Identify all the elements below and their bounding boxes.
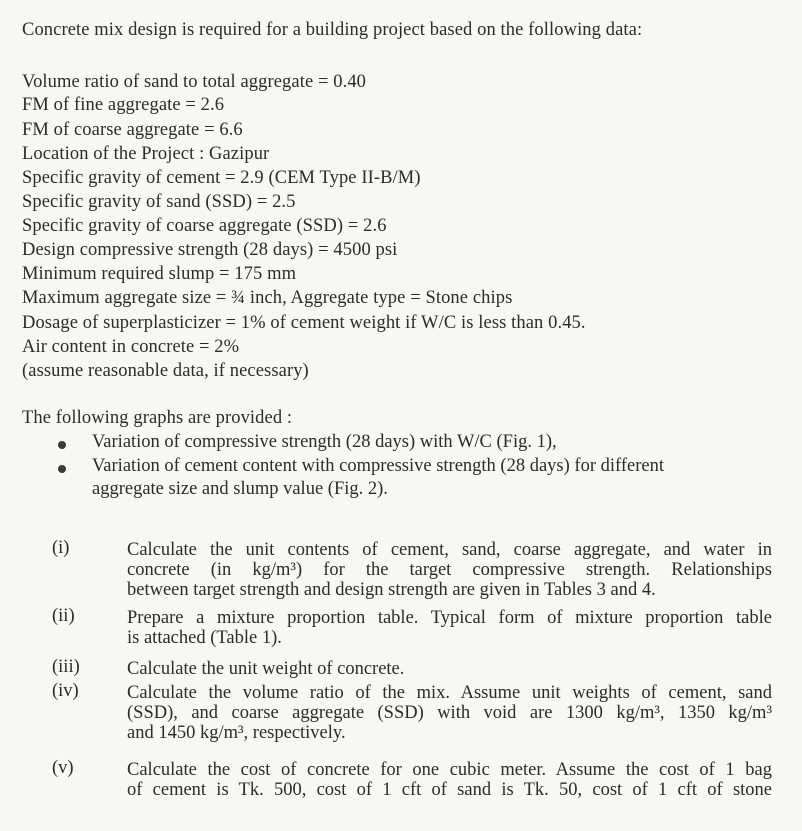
data-line-fm-fine: FM of fine aggregate = 2.6 [22,95,225,115]
question-4-line3: and 1450 kg/m³, respectively. [127,723,346,743]
question-5-text [127,760,772,800]
bullet-fig1: Variation of compressive strength (28 days) with W/C (Fig. 1), [92,432,557,452]
question-2-line1: Prepare a mixture proportion table. Typical form of mixture proportion table [127,608,772,628]
data-line-design-strength: Design compressive strength (28 days) = 4500 psi [22,240,398,260]
bullet-fig2-line1: Variation of cement content with compressive strength (28 days) for different [92,456,664,476]
question-1-line3: between target strength and design strength are given in Tables 3 and 4. [127,580,656,600]
data-line-fm-coarse: FM of coarse aggregate = 6.6 [22,120,243,140]
question-5-line2: of cement is Tk. 500, cost of 1 cft of sand is Tk. 50, cost of 1 cft of stone [127,780,772,800]
graphs-intro: The following graphs are provided : [22,408,293,428]
question-4-text [127,683,772,743]
question-3-line1: Calculate the unit weight of concrete. [127,659,405,679]
question-number: (iv) [52,681,79,701]
data-line-sand-ratio: Volume ratio of sand to total aggregate = 0.40 [22,72,367,92]
data-line-slump: Minimum required slump = 175 mm [22,264,297,284]
question-1-text [127,540,772,600]
data-line-assumption: (assume reasonable data, if necessary) [22,361,309,381]
data-line-air-content: Air content in concrete = 2% [22,337,240,357]
question-2-line2: is attached (Table 1). [127,628,282,648]
question-5-line1: Calculate the cost of concrete for one cubic meter. Assume the cost of 1 bag [127,760,772,780]
data-line-sg-coarse: Specific gravity of coarse aggregate (SSD) = 2.6 [22,216,387,236]
question-2-text [127,608,772,648]
data-line-sg-cement: Specific gravity of cement = 2.9 (CEM Type II-B/M) [22,168,421,188]
question-number: (v) [52,758,74,778]
bullet-fig2-line2: aggregate size and slump value (Fig. 2). [92,479,388,499]
data-line-superplasticizer: Dosage of superplasticizer = 1% of cement weight if W/C is less than 0.45. [22,313,586,333]
question-4-line2: (SSD), and coarse aggregate (SSD) with void are 1300 kg/m³, 1350 kg/m³ [127,703,772,723]
question-3-text [127,659,404,679]
question-1-line2: concrete (in kg/m³) for the target compressive strength. Relationships [127,560,772,580]
data-line-location: Location of the Project : Gazipur [22,144,270,164]
question-number: (i) [52,538,70,558]
data-line-aggregate-size: Maximum aggregate size = ¾ inch, Aggregate type = Stone chips [22,288,513,308]
data-line-sg-sand: Specific gravity of sand (SSD) = 2.5 [22,192,296,212]
question-number: (ii) [52,606,75,626]
question-4-line1: Calculate the volume ratio of the mix. Assume unit weights of cement, sand [127,683,772,703]
problem-heading: Concrete mix design is required for a building project based on the following data: [22,20,643,40]
question-number: (iii) [52,657,80,677]
question-1-line1: Calculate the unit contents of cement, sand, coarse aggregate, and water in [127,540,772,560]
